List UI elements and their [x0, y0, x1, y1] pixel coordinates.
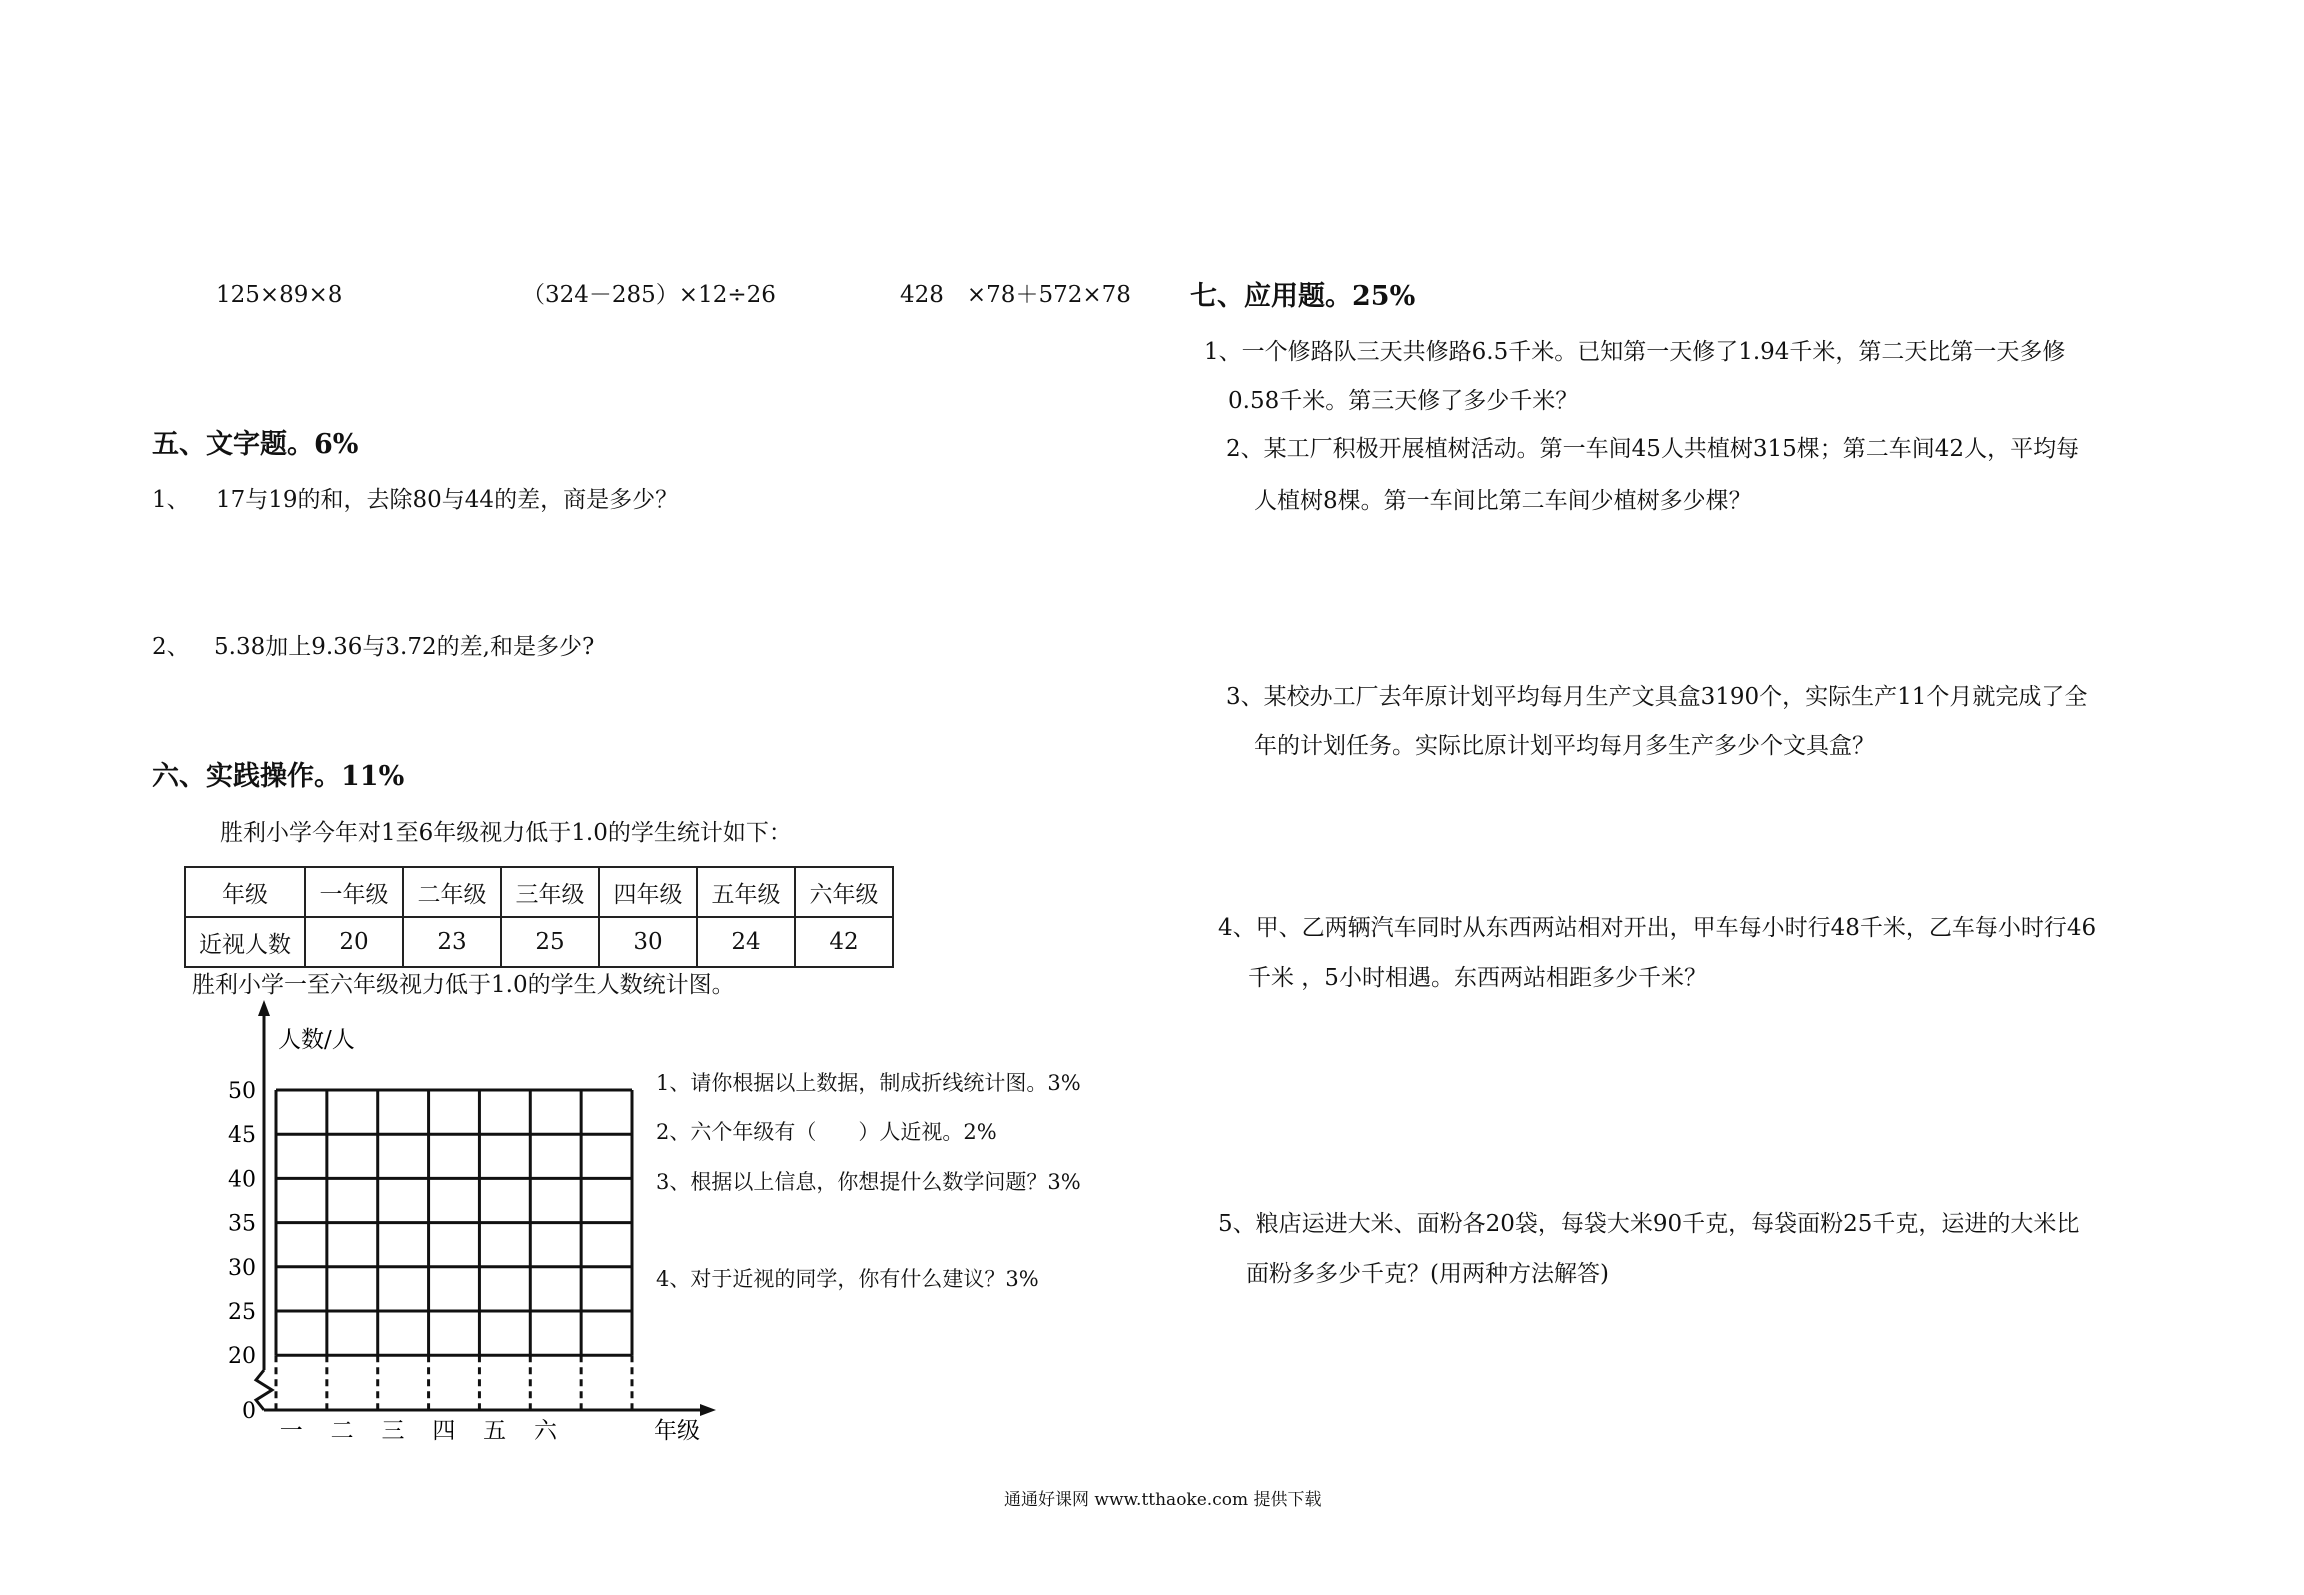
x-category-label: 三: [381, 1418, 405, 1444]
section5-title: 五、文字题。6%: [152, 429, 359, 460]
y-tick-label: 45: [228, 1123, 256, 1149]
calc-1: 125×89×8: [216, 282, 343, 308]
chart-axes: [256, 1000, 716, 1416]
s7-q1-line2: 0.58千米。第三天修了多少千米？: [1228, 388, 1579, 414]
s5-q1-text: 17与19的和，去除80与44的差，商是多少？: [216, 487, 679, 513]
chart-grid: [276, 1090, 632, 1410]
y-tick-label: 30: [228, 1255, 256, 1281]
section7-title: 七、应用题。25%: [1190, 281, 1416, 312]
table-cell: 30: [599, 917, 697, 967]
chart-question-2: 2、六个年级有（ ）人近视。2%: [656, 1120, 997, 1144]
table-cell: 24: [697, 917, 795, 967]
table-header-cell: 一年级: [305, 867, 403, 917]
s7-q5-line1: 5、粮店运进大米、面粉各20袋，每袋大米90千克，每袋面粉25千克，运进的大米比: [1218, 1211, 2080, 1237]
s5-q1-number: 1、: [152, 487, 190, 513]
s6-intro: 胜利小学今年对1至6年级视力低于1.0的学生统计如下：: [220, 820, 792, 846]
calc-2: （324－285）×12÷26: [522, 282, 776, 308]
table-header-cell: 四年级: [599, 867, 697, 917]
myopia-table: [184, 866, 894, 968]
table-header-cell: 二年级: [403, 867, 501, 917]
s7-q2-line2: 人植树8棵。第一车间比第二车间少植树多少棵？: [1254, 488, 1752, 514]
section6-title: 六、实践操作。11%: [152, 761, 405, 792]
table-header-cell: 三年级: [501, 867, 599, 917]
y-tick-label: 40: [228, 1167, 256, 1193]
table-cell: 23: [403, 917, 501, 967]
x-category-label: 二: [330, 1418, 354, 1444]
table-header-row: [185, 867, 893, 917]
x-category-label: 四: [432, 1418, 456, 1444]
s7-q1-line1: 1、一个修路队三天共修路6.5千米。已知第一天修了1.94千米，第二天比第一天多修: [1204, 339, 2066, 365]
s5-q2-text: 5.38加上9.36与3.72的差,和是多少?: [214, 634, 595, 660]
chart-question-1: 1、请你根据以上数据，制成折线统计图。3%: [656, 1071, 1081, 1095]
table-cell: 20: [305, 917, 403, 967]
s7-q2-line1: 2、某工厂积极开展植树活动。第一车间45人共植树315棵；第二车间42人，平均每: [1226, 436, 2080, 462]
calc-3: 428 ×78＋572×78: [900, 282, 1131, 308]
x-category-label: 五: [483, 1418, 507, 1444]
s7-q3-line1: 3、某校办工厂去年原计划平均每月生产文具盒3190个，实际生产11个月就完成了全: [1226, 684, 2088, 710]
s7-q4-line1: 4、甲、乙两辆汽车同时从东西两站相对开出，甲车每小时行48千米，乙车每小时行46: [1218, 915, 2097, 941]
x-category-label: 一: [279, 1418, 303, 1444]
table-row-label: 近视人数: [185, 917, 305, 967]
y-tick-label: 25: [228, 1300, 256, 1325]
table-header-cell: 六年级: [795, 867, 893, 917]
table-header-cell: 年级: [185, 867, 305, 917]
s7-q3-line2: 年的计划任务。实际比原计划平均每月多生产多少个文具盒？: [1254, 733, 1875, 759]
y-tick-label: 20: [228, 1344, 256, 1370]
line-chart: [228, 990, 726, 1450]
table-cell: 42: [795, 917, 893, 967]
table-row: [185, 917, 893, 967]
y-tick-label: 0: [242, 1399, 256, 1424]
chart-question-3: 3、根据以上信息，你想提什么数学问题？3%: [656, 1170, 1081, 1194]
axis-break-zigzag: [256, 1370, 272, 1410]
x-category-label: 六: [534, 1418, 558, 1444]
x-axis-arrow: [700, 1404, 716, 1416]
x-axis-label: 年级: [654, 1418, 700, 1444]
chart-categories: [280, 1418, 558, 1444]
table-header-cell: 五年级: [697, 867, 795, 917]
y-tick-label: 50: [228, 1079, 256, 1104]
chart-ticks: [228, 1079, 256, 1424]
y-axis-arrow: [258, 1000, 270, 1016]
s7-q5-line2: 面粉多多少千克？(用两种方法解答): [1246, 1261, 1609, 1287]
y-axis-label: 人数/人: [278, 1027, 355, 1053]
chart-caption: 胜利小学一至六年级视力低于1.0的学生人数统计图。: [192, 972, 735, 998]
chart-question-4: 4、对于近视的同学，你有什么建议？3%: [656, 1267, 1039, 1291]
s7-q4-line2: 千米 ，5小时相遇。东西两站相距多少千米？: [1248, 965, 1707, 991]
footer-text: 通通好课网 www.tthaoke.com 提供下载: [1004, 1490, 1322, 1510]
s5-q2-number: 2、: [152, 634, 190, 660]
y-tick-label: 35: [228, 1211, 256, 1237]
table-cell: 25: [501, 917, 599, 967]
